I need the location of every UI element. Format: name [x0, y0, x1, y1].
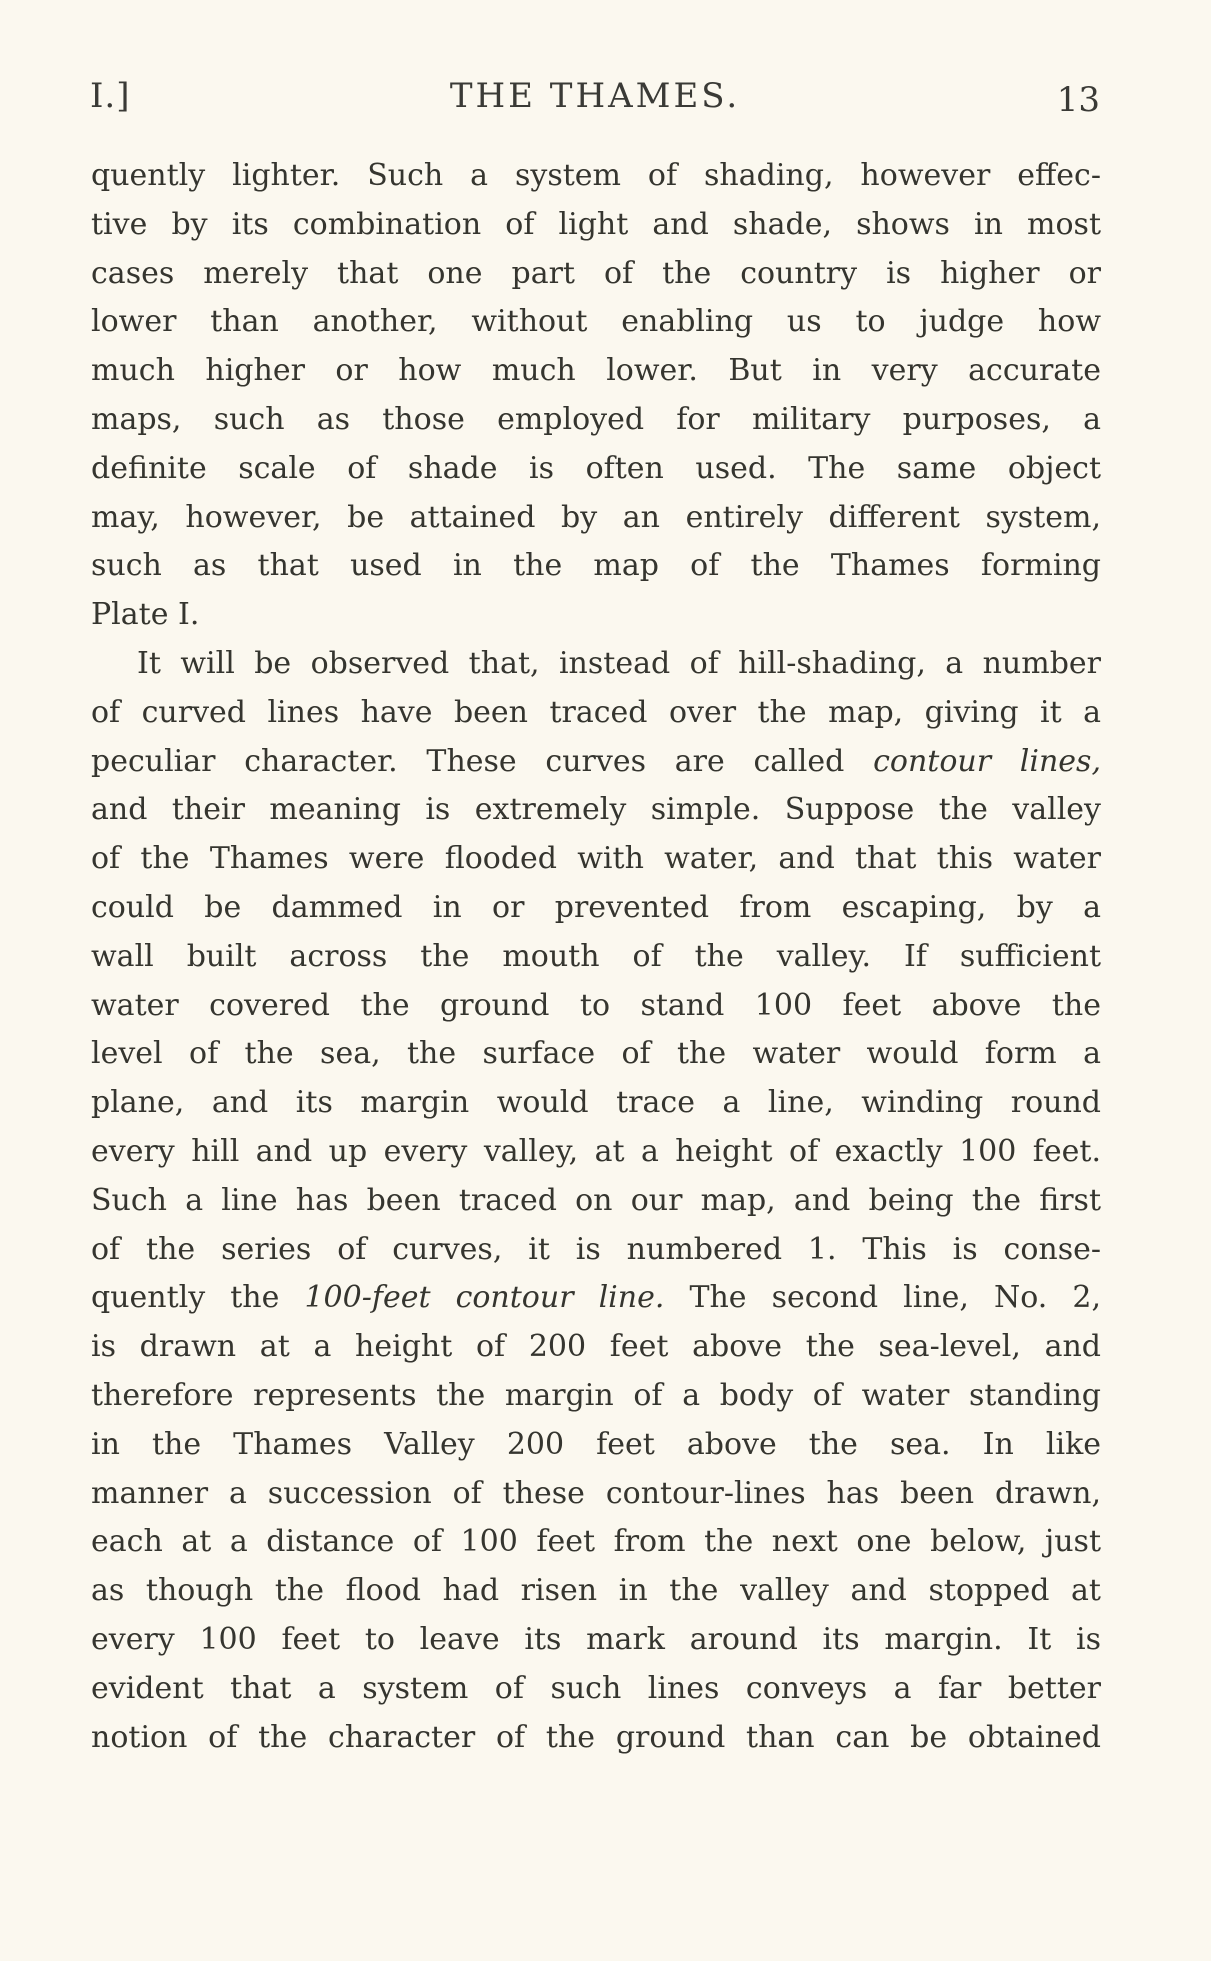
text-line-with-italic [91, 738, 1101, 787]
text-line: maps, such as those employed for military purposes, a [91, 401, 1101, 437]
text-segment: The second line, No. 2, [689, 1280, 1101, 1316]
text-segment: quently the [91, 1280, 280, 1316]
text-line: such as that used in the map of the Thames forming [91, 548, 1101, 584]
text-line: and their meaning is extremely simple. Suppose the valley [91, 792, 1101, 828]
text-line: much higher or how much lower. But in very accurate [91, 353, 1101, 389]
text-line: therefore represents the margin of a body of water standing [91, 1377, 1101, 1413]
text-line: quently lighter. Such a system of shading, however effec- [91, 158, 1101, 193]
text-line: Such a line has been traced on our map, and being the first [91, 1182, 1101, 1218]
text-line: of curved lines have been traced over the map, giving it a [91, 694, 1101, 730]
text-line: notion of the character of the ground than can be obtained [91, 1719, 1101, 1755]
text-line: is drawn at a height of 200 feet above the sea-level, and [91, 1329, 1101, 1365]
page-number: 13 [1056, 80, 1100, 120]
text-line: water covered the ground to stand 100 feet above the [91, 987, 1101, 1023]
text-line: each at a distance of 100 feet from the next one below, just [91, 1524, 1101, 1560]
text-line: lower than another, without enabling us to judge how [91, 304, 1101, 340]
text-line: tive by its combination of light and shade, shows in most [91, 206, 1101, 242]
text-line: of the series of curves, it is numbered 1. This is conse- [91, 1231, 1101, 1267]
text-line: could be dammed in or prevented from escaping, by a [91, 889, 1101, 925]
text-line: every hill and up every valley, at a height of exactly 100 feet. [91, 1133, 1101, 1169]
text-line: level of the sea, the surface of the water would form a [91, 1036, 1101, 1072]
text-line: may, however, be attained by an entirely different system, [91, 499, 1101, 535]
text-line: in the Thames Valley 200 feet above the sea. In like [91, 1426, 1101, 1462]
text-line: as though the flood had risen in the valley and stopped at [91, 1573, 1101, 1609]
text-line: It will be observed that, instead of hill-shading, a number [137, 645, 1101, 681]
body-text [91, 152, 1101, 1762]
italic-term: 100-feet contour line. [304, 1280, 665, 1316]
text-line: of the Thames were flooded with water, and that this water [91, 841, 1101, 877]
italic-term: contour lines, [873, 743, 1101, 779]
text-line: plane, and its margin would trace a line, winding round [91, 1085, 1101, 1121]
text-line: every 100 feet to leave its mark around its margin. It is [91, 1621, 1101, 1657]
text-line: cases merely that one part of the country is higher or [91, 255, 1101, 291]
running-head [90, 68, 1100, 118]
text-line-with-italic [91, 1274, 1101, 1323]
text-line: manner a succession of these contour-lines has been drawn, [91, 1475, 1101, 1511]
text-line: Plate I. [91, 597, 200, 633]
chapter-marker: I.] [90, 76, 131, 116]
text-segment: peculiar character. These curves are called [91, 743, 845, 779]
text-line: definite scale of shade is often used. The same object [91, 450, 1101, 486]
text-line: wall built across the mouth of the valley. If sufficient [91, 938, 1101, 974]
text-line: evident that a system of such lines conveys a far better [91, 1670, 1101, 1706]
running-title: THE THAMES. [449, 76, 741, 116]
